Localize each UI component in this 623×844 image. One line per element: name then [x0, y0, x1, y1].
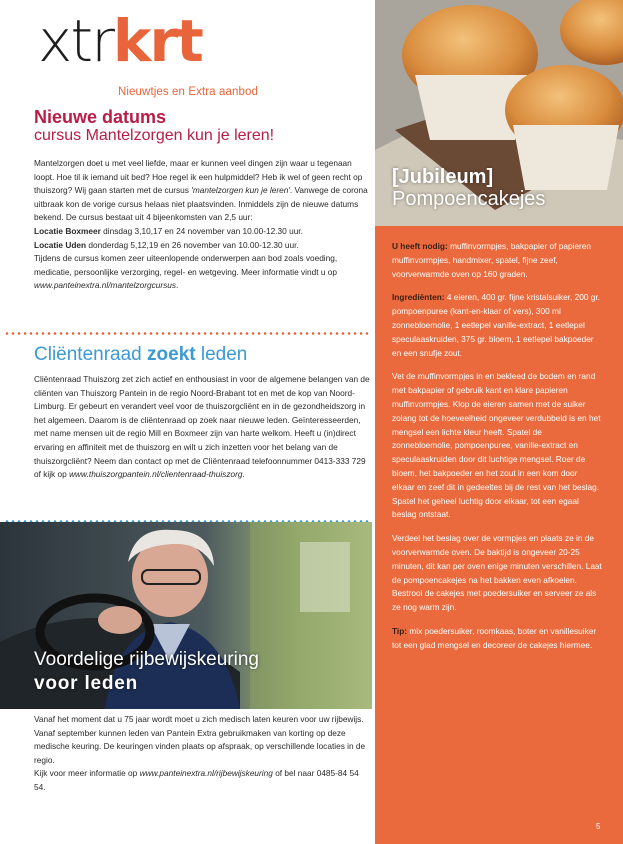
page-number: 5: [596, 822, 601, 831]
section3-paragraph-2: [34, 767, 372, 794]
location-uden: [34, 239, 372, 253]
section2-body: [34, 373, 372, 482]
section3-body: [34, 713, 372, 795]
location-label: Locatie Uden: [34, 239, 87, 250]
rijbewijskeuring-link[interactable]: www.panteinextra.nl/rijbewijskeuring: [139, 768, 273, 779]
location-dates: donderdag 5,12,19 en 26 november van 10.00-12.30 uur.: [86, 239, 299, 250]
recipe-title-line: [Jubileum]: [392, 166, 494, 188]
text: Tijdens de cursus komen zeer uiteenlopende onderwerpen aan bod zoals voeding, medicatie, persoonlijke verzorging, regel- en wetgeving. Meer informatie vindt u op: [34, 253, 338, 277]
recipe-title-line: Pompoencakejes: [392, 188, 546, 210]
recipe-body: [392, 240, 602, 663]
recipe-ingredients: [392, 291, 602, 360]
label: Ingrediënten:: [392, 292, 445, 303]
text: mix poedersuiker, roomkaas, boter en vanillesuiker tot een glad mengsel en decoreer de cakejes hiermee.: [392, 625, 597, 650]
text: Cliëntenraad Thuiszorg zet zich actief en enthousiast in voor de algemene belangen van de cliënten van Thuiszorg Pantein in de regio Noord-Brabant tot en met de kop van Noord-Limburg. Er gebeurt en verandert veel voor de thuiszorgcliënt en in de gezondheidszorg in het algemeen. Daarom is de cliëntenraad op zoek naar nieuwe leden. Geïnteresseerden, met name mensen uit de regio Mill en Boxmeer zijn van harte welkom. Heeft u (in)direct ervaring en affiniteit met de thuiszorg en wilt u zich inzetten voor het belang van de thuiszorgcliënt? Neem dan contact op met de Cliëntenraad telefoonnummer 0413-333 729 of kijk op: [34, 374, 370, 480]
text: . Vanwege de corona uitbraak kon de vorige cursus helaas niet plaatsvinden. Inmiddels zijn de nieuwe datums bekend. De cursus bestaat uit 4 bijeenkomsten van 2,5 uur:: [34, 185, 368, 223]
tagline: Nieuwtjes en Extra aanbod: [118, 86, 258, 98]
logo-text-bold: krt: [112, 7, 202, 75]
title-line-bold: voor leden: [34, 673, 139, 694]
section2-title: [34, 343, 247, 367]
logo-text-light: xtr: [38, 7, 113, 75]
recipe-step: Bestrooi de cakejes met poedersuiker en serveer ze als ze nog warm zijn.: [392, 588, 597, 613]
section1-paragraph: [34, 157, 372, 225]
course-name: 'mantelzorgen kun je leren': [191, 185, 290, 196]
text: Kijk voor meer informatie op: [34, 768, 140, 779]
section1-paragraph-2: [34, 252, 372, 293]
recipe-step: Vet de muffinvormpjes in en bekleed de bodem en rand met bakpapier of gebruik kant en klare papieren muffinvormpjes. Klop de eieren samen met de suiker zolang tot de hoeveelheid ongeveer verdubbeld is en het mengsel een lichte kleur heeft. Spatel de zonnebloemolie, pompoenpuree, vanille-extract en speculaaskruiden door dit luchtige mengsel. Roer de bloem, het bakpoeder en het zout in een kom door elkaar en zeef dit in gedeeltes bij de rest van het beslag. Spatel het geheel luchtig door elkaar, tot een egaal beslag ontstaat.: [392, 371, 601, 520]
section3-title: [34, 648, 259, 696]
section2-paragraph: [34, 373, 372, 482]
text: Cliëntenraad: [34, 344, 148, 365]
section1-subtitle: cursus Mantelzorgen kun je leren!: [34, 127, 275, 144]
text: 4 eieren, 400 gr. fijne kristalsuiker, 200 gr. pompoenpuree (kant-en-klaar of vers), 300 ml zonnebloemolie, 1 eetlepel vanille-extract, 1 eetlepel speculaaskruiden, 375 gr. bloem, 1 eetlepel bakpoeder en een snufje zout.: [392, 292, 600, 358]
mantelzorg-link[interactable]: www.panteinextra.nl/mantelzorgcursus: [34, 280, 177, 291]
dotted-divider-orange: [4, 332, 370, 335]
section1-body: [34, 157, 372, 293]
title-line: Voordelige rijbewijskeuring: [34, 649, 259, 670]
text: leden: [195, 344, 248, 365]
label: Tip:: [392, 625, 408, 636]
location-boxmeer: [34, 225, 372, 239]
text: of bel naar 0485-84 54 54.: [34, 768, 359, 792]
recipe-tools: [392, 240, 602, 281]
recipe-title: [392, 166, 545, 210]
clientenraad-link[interactable]: www.thuiszorgpantein.nl/clientenraad-thuiszorg: [69, 469, 243, 480]
text: muffinvormpjes, bakpapier of papieren muffinvormpjes, handmixer, spatel, fijne zeef, voorverwarmde oven op 160 graden.: [392, 241, 592, 279]
logo: [38, 7, 202, 75]
section3-paragraph: Vanaf het moment dat u 75 jaar wordt moet u zich medisch laten keuren voor uw rijbewijs. Vanaf september kunnen leden van Pantein Extra gebruikmaken van korting op deze medische keuring. De keuringen vinden plaats op afspraak, op verschillende locaties in de regio.: [34, 714, 366, 765]
text-bold: zoekt: [147, 344, 196, 365]
label: U heeft nodig:: [392, 241, 448, 251]
section1-title: Nieuwe datums: [34, 107, 167, 127]
text: .: [176, 280, 179, 291]
recipe-tip: [392, 625, 602, 653]
location-label: Locatie Boxmeer: [34, 225, 101, 236]
text: Mantelzorgen doet u met veel liefde, maar er kunnen veel dingen zijn waar u tegenaan loopt. Hoe til ik iemand uit bed? Hoe regel ik een hulpmiddel? Heb ik wel of geen recht op thuiszorg? Wij gaan starten met de cursus: [34, 158, 363, 196]
text: .: [242, 469, 245, 480]
recipe-step: Verdeel het beslag over de vormpjes en plaats ze in de voorverwarmde oven. De baktijd is ongeveer 20-25 minuten, dit kan per oven enige minuten verschillen. Laat de pompoencakejes na het bakken even afkoelen.: [392, 533, 602, 585]
location-dates: dinsdag 3,10,17 en 24 november van 10.00-12.30 uur.: [100, 225, 303, 236]
